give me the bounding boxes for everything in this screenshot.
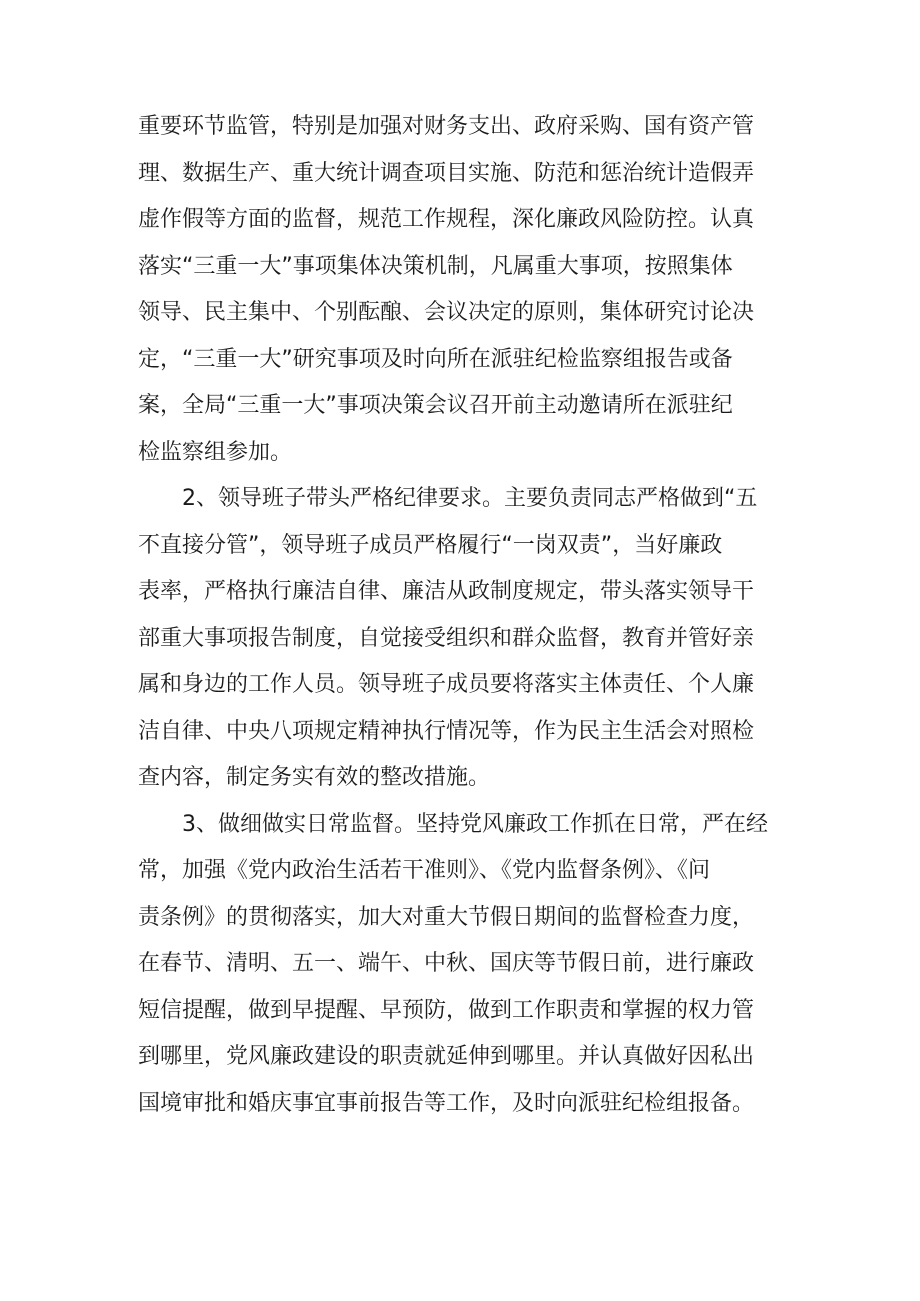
paragraph-line: 属和身边的工作人员。领导班子成员要将落实主体责任、个人廉 <box>138 672 755 697</box>
paragraph-3 <box>138 802 784 1128</box>
paragraph-line: 常，加强《党内政治生活若干准则》、《党内监督条例》、《问 <box>138 858 711 883</box>
paragraph-line: 在春节、清明、五一、端午、中秋、国庆等节假日前，进行廉政 <box>138 951 755 976</box>
paragraph-line: 理、数据生产、重大统计调查项目实施、防范和惩治统计造假弄 <box>138 160 755 186</box>
paragraph-line: 部重大事项报告制度，自觉接受组织和群众监督，教育并管好亲 <box>138 625 755 651</box>
paragraph-line: 案，全局“三重一大”事项决策会议召开前主动邀请所在派驻纪 <box>138 393 733 418</box>
paragraph-line: 洁自律、中央八项规定精神执行情况等，作为民主生活会对照检 <box>138 718 755 744</box>
paragraph-line: 落实“三重一大”事项集体决策机制，凡属重大事项，按照集体 <box>138 253 733 279</box>
document-body <box>138 104 784 1127</box>
paragraph-line: 表率，严格执行廉洁自律、廉洁从政制度规定，带头落实领导干 <box>138 579 755 604</box>
paragraph-2 <box>138 476 784 802</box>
paragraph-line: 查内容，制定务实有效的整改措施。 <box>138 765 491 790</box>
paragraph-line: 2、领导班子带头严格纪律要求。主要负责同志严格做到“五 <box>182 486 758 511</box>
paragraph-line: 不直接分管”，领导班子成员严格履行“一岗双责”，当好廉政 <box>138 532 723 558</box>
paragraph-line: 3、做细做实日常监督。坚持党风廉政工作抓在日常，严在经 <box>182 811 768 837</box>
paragraph-line: 重要环节监管，特别是加强对财务支出、政府采购、国有资产管 <box>138 114 755 139</box>
paragraph-line: 领导、民主集中、个别酝酿、会议决定的原则，集体研究讨论决 <box>138 300 755 325</box>
paragraph-1 <box>138 104 784 476</box>
paragraph-line: 短信提醒，做到早提醒、早预防，做到工作职责和掌握的权力管 <box>138 997 755 1023</box>
paragraph-line: 国境审批和婚庆事宜事前报告等工作，及时向派驻纪检组报备。 <box>138 1090 755 1116</box>
paragraph-line: 责条例》的贯彻落实，加大对重大节假日期间的监督检查力度， <box>138 904 755 930</box>
paragraph-line: 到哪里，党风廉政建设的职责就延伸到哪里。并认真做好因私出 <box>138 1044 755 1069</box>
paragraph-line: 虚作假等方面的监督，规范工作规程，深化廉政风险防控。认真 <box>138 207 755 232</box>
paragraph-line: 检监察组参加。 <box>138 439 293 465</box>
paragraph-line: 定，“三重一大”研究事项及时向所在派驻纪检监察组报告或备 <box>138 346 733 372</box>
